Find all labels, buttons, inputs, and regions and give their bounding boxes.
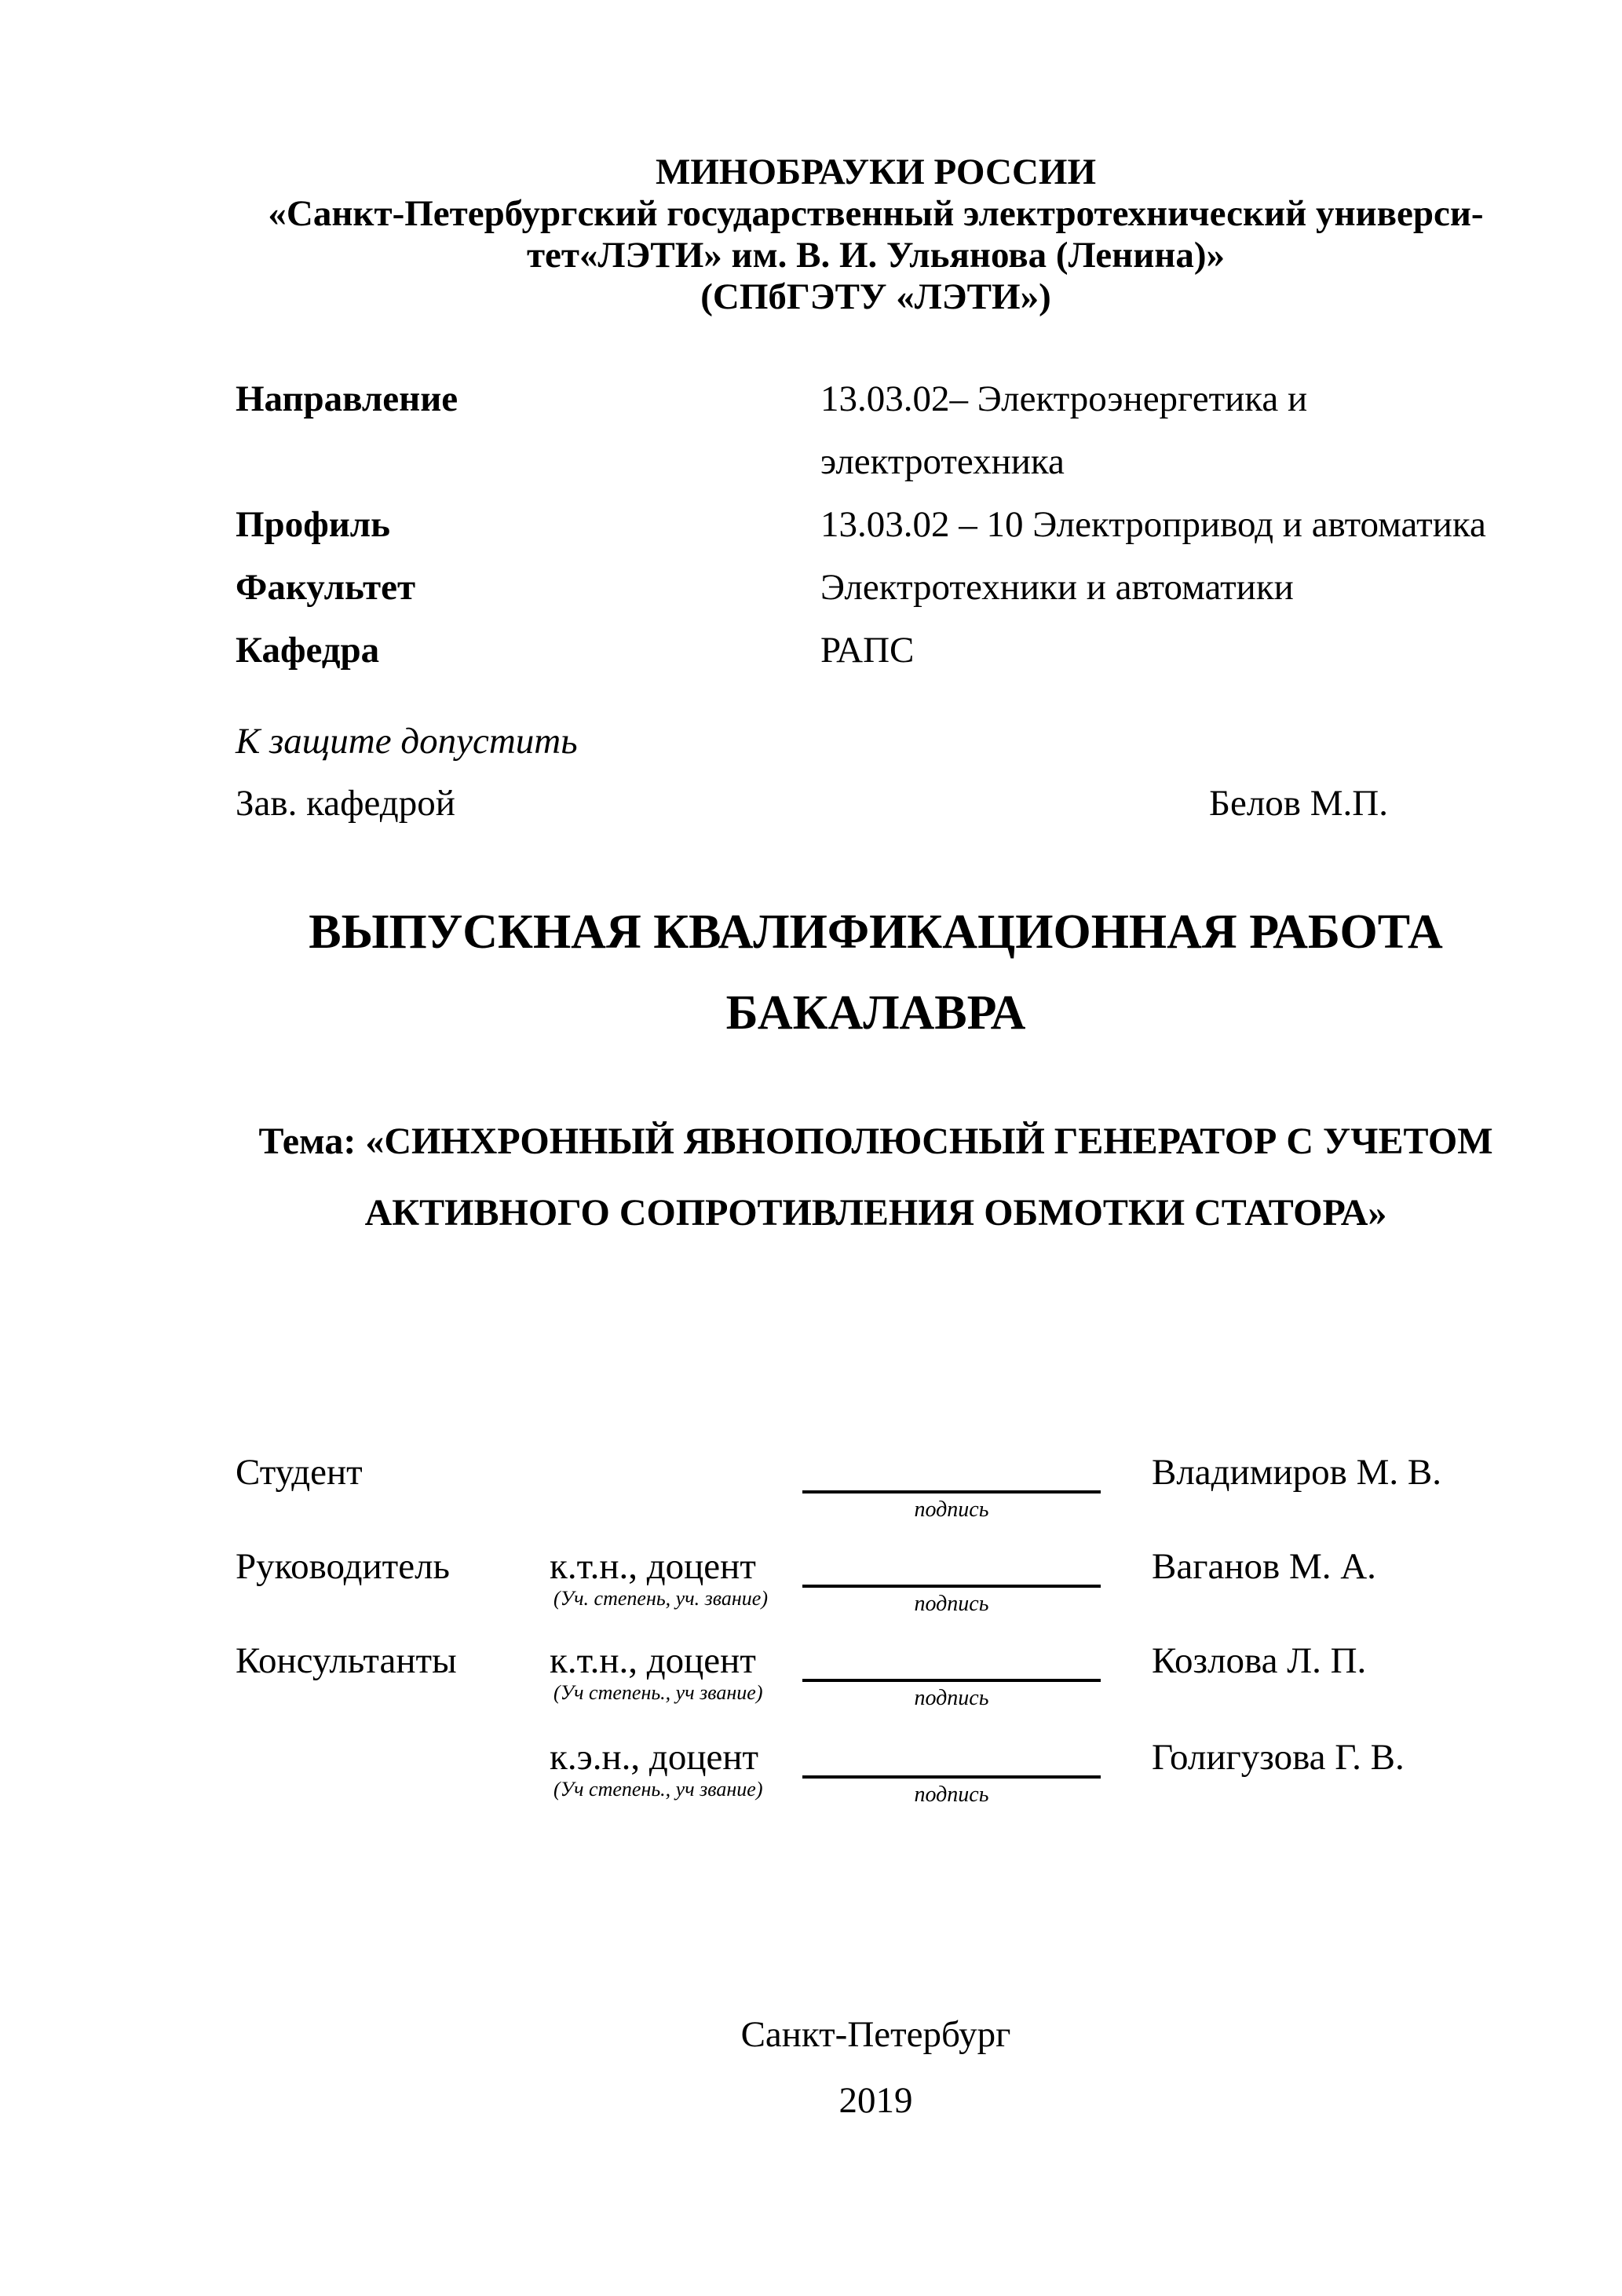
work-title-line-1: ВЫПУСКНАЯ КВАЛИФИКАЦИОННАЯ РАБОТА xyxy=(309,905,1443,959)
person-name: Владимиров М. В. xyxy=(1152,1452,1441,1493)
profile-value: 13.03.02 – 10 Электропривод и автоматика xyxy=(820,504,1486,545)
direction-label: Направление xyxy=(236,378,458,419)
theme-title xyxy=(236,1106,1516,1249)
direction-value-line-1: 13.03.02– Электроэнергетика и xyxy=(820,378,1308,419)
degree-note: (Уч степень., уч звание) xyxy=(553,1681,763,1704)
signature-caption: подпись xyxy=(914,1686,989,1710)
meta-row-direction xyxy=(236,367,1516,430)
signature-line xyxy=(802,1490,1101,1493)
header-line-university-1: «Санкт-Петербургский государственный электротехнический универси- xyxy=(268,193,1484,234)
work-title xyxy=(236,892,1516,1054)
header-line-ministry: МИНОБРАУКИ РОССИИ xyxy=(655,152,1097,192)
meta-row-profile xyxy=(236,493,1516,556)
faculty-value: Электротехники и автоматики xyxy=(820,567,1294,608)
department-label: Кафедра xyxy=(236,630,380,671)
degree-label: к.э.н., доцент xyxy=(550,1737,759,1778)
role-label: Руководитель xyxy=(236,1546,450,1587)
theme-line-2: АКТИВНОГО СОПРОТИВЛЕНИЯ ОБМОТКИ СТАТОРА» xyxy=(364,1192,1387,1234)
year-label: 2019 xyxy=(838,2080,913,2121)
head-of-department-name: Белов М.П. xyxy=(1209,783,1388,824)
admission-note: К защите допустить xyxy=(236,721,578,762)
meta-row-faculty xyxy=(236,556,1516,619)
degree-note: (Уч. степень, уч. звание) xyxy=(553,1587,768,1610)
theme-line-1: Тема: «СИНХРОННЫЙ ЯВНОПОЛЮСНЫЙ ГЕНЕРАТОР С УЧЕТОМ xyxy=(258,1121,1493,1162)
meta-section xyxy=(236,367,1516,682)
signature-line xyxy=(802,1679,1101,1682)
person-name: Козлова Л. П. xyxy=(1152,1640,1367,1681)
person-name: Ваганов М. А. xyxy=(1152,1546,1376,1587)
degree-label: к.т.н., доцент xyxy=(550,1640,756,1681)
signature-row-supervisor xyxy=(236,1546,1516,1632)
department-value: РАПС xyxy=(820,630,915,671)
meta-row-department xyxy=(236,619,1516,682)
admission-section xyxy=(236,711,1516,835)
university-header xyxy=(236,152,1516,318)
role-label: Студент xyxy=(236,1452,363,1493)
direction-value-line-2: электротехника xyxy=(820,441,1065,482)
role-label: Консультанты xyxy=(236,1640,457,1681)
signature-row-student xyxy=(236,1452,1516,1538)
faculty-label: Факультет xyxy=(236,567,416,608)
city-label: Санкт-Петербург xyxy=(740,2014,1011,2055)
signature-line xyxy=(802,1585,1101,1588)
signature-row-consultant-2 xyxy=(236,1737,1516,1823)
profile-label: Профиль xyxy=(236,504,391,545)
signature-row-consultant-1 xyxy=(236,1640,1516,1727)
signature-line xyxy=(802,1775,1101,1779)
admission-row xyxy=(236,773,1516,835)
head-of-department-label: Зав. кафедрой xyxy=(236,783,455,824)
meta-row-direction-cont xyxy=(236,430,1516,493)
footer xyxy=(236,2002,1516,2133)
header-line-abbreviation: (СПбГЭТУ «ЛЭТИ») xyxy=(700,276,1051,317)
signature-caption: подпись xyxy=(914,1592,989,1616)
person-name: Голигузова Г. В. xyxy=(1152,1737,1405,1778)
degree-note: (Уч степень., уч звание) xyxy=(553,1778,763,1801)
header-line-university-2: тет«ЛЭТИ» им. В. И. Ульянова (Ленина)» xyxy=(526,235,1226,276)
degree-label: к.т.н., доцент xyxy=(550,1546,756,1587)
signature-caption: подпись xyxy=(914,1497,989,1522)
signature-caption: подпись xyxy=(914,1782,989,1807)
work-title-line-2: БАКАЛАВРА xyxy=(725,986,1026,1040)
